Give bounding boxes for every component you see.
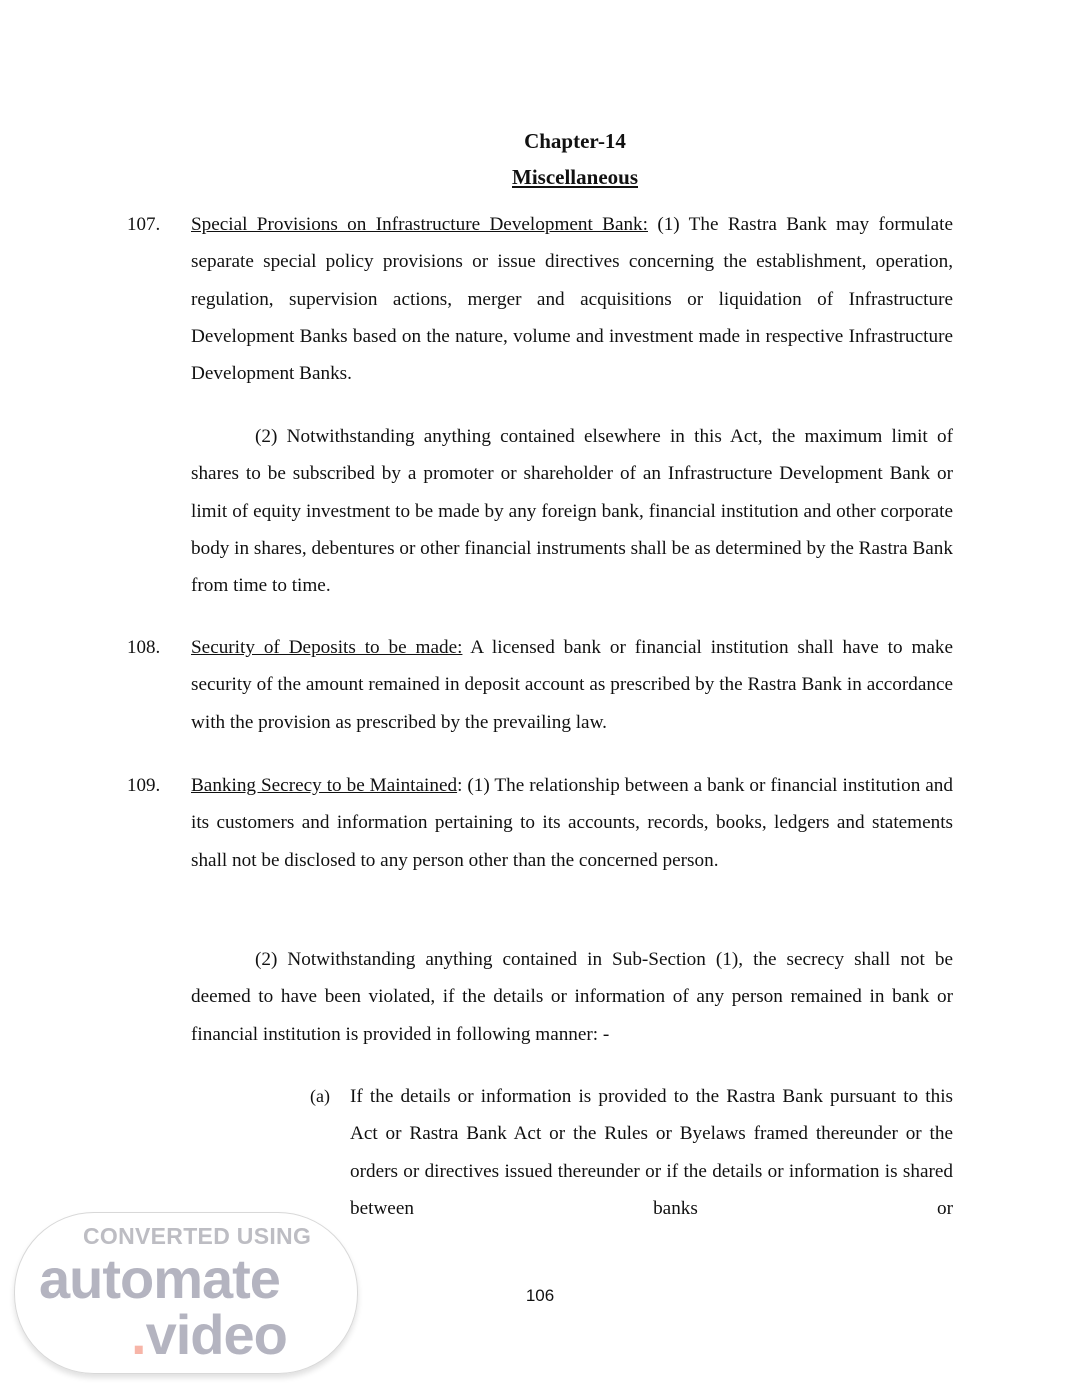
section-107-text-1: (1) The Rastra Bank may formulate separate special policy provisions or issue directives concerning the establishment, operation, regulation, supervision actions, merger and acquisitions or liquidation of Infrastructure Development Banks based on the nature, volume and investment made in respective Infrastructure Development Banks.	[191, 214, 953, 385]
section-109-para-1	[191, 767, 953, 879]
section-109-heading: Banking Secrecy to be Maintained	[191, 775, 458, 796]
section-107-heading: Special Provisions on Infrastructure Development Bank:	[191, 214, 648, 235]
section-108-text-1: A licensed bank or financial institution shall have to make security of the amount remained in deposit account as prescribed by the Rastra Bank in accordance with the provision as prescribed by the prevailing law.	[191, 637, 954, 733]
watermark-domain	[131, 1303, 287, 1367]
watermark-tld: video	[145, 1303, 287, 1366]
section-number-108: 108.	[127, 637, 161, 658]
clause-label-a: (a)	[310, 1086, 330, 1106]
section-107-para-2: (2) Notwithstanding anything contained elsewhere in this Act, the maximum limit of shares to be subscribed by a promoter or shareholder of an Infrastructure Development Bank or limit of equity investment to be made by any foreign bank, financial institution and other corporate body in shares, debentures or other financial instruments shall be as determined by the Rastra Bank from time to time.	[191, 426, 953, 597]
chapter-title: Chapter-14	[524, 129, 626, 153]
section-109-para-2: (2) Notwithstanding anything contained in Sub-Section (1), the secrecy shall not be deemed to have been violated, if the details or information of any person remained in bank or financial institution is provided in following manner: -	[191, 949, 953, 1045]
watermark-caption: CONVERTED USING	[83, 1223, 312, 1249]
section-108-heading: Security of Deposits to be made:	[191, 637, 463, 658]
watermark-brand: automate	[39, 1247, 280, 1310]
section-109-text-1: : (1) The relationship between a bank or financial institution and its customers and information pertaining to its accounts, records, books, ledgers and statements shall not be disclosed to any person other than the concerned person.	[191, 775, 953, 871]
section-number-109: 109.	[127, 775, 161, 796]
clause-a-text: If the details or information is provided to the Rastra Bank pursuant to this Act or Rastra Bank Act or the Rules or Byelaws framed thereunder or the orders or directives issued thereunder or if the details or information is shared between banks or	[350, 1086, 953, 1219]
section-number-107: 107.	[127, 214, 161, 235]
section-108-para-1	[191, 629, 953, 741]
converter-watermark-badge	[14, 1212, 358, 1374]
watermark-dot-icon: .	[131, 1303, 146, 1366]
page-number: 106	[525, 1286, 555, 1305]
section-107-para-1	[191, 206, 953, 392]
chapter-subtitle: Miscellaneous	[512, 165, 638, 189]
